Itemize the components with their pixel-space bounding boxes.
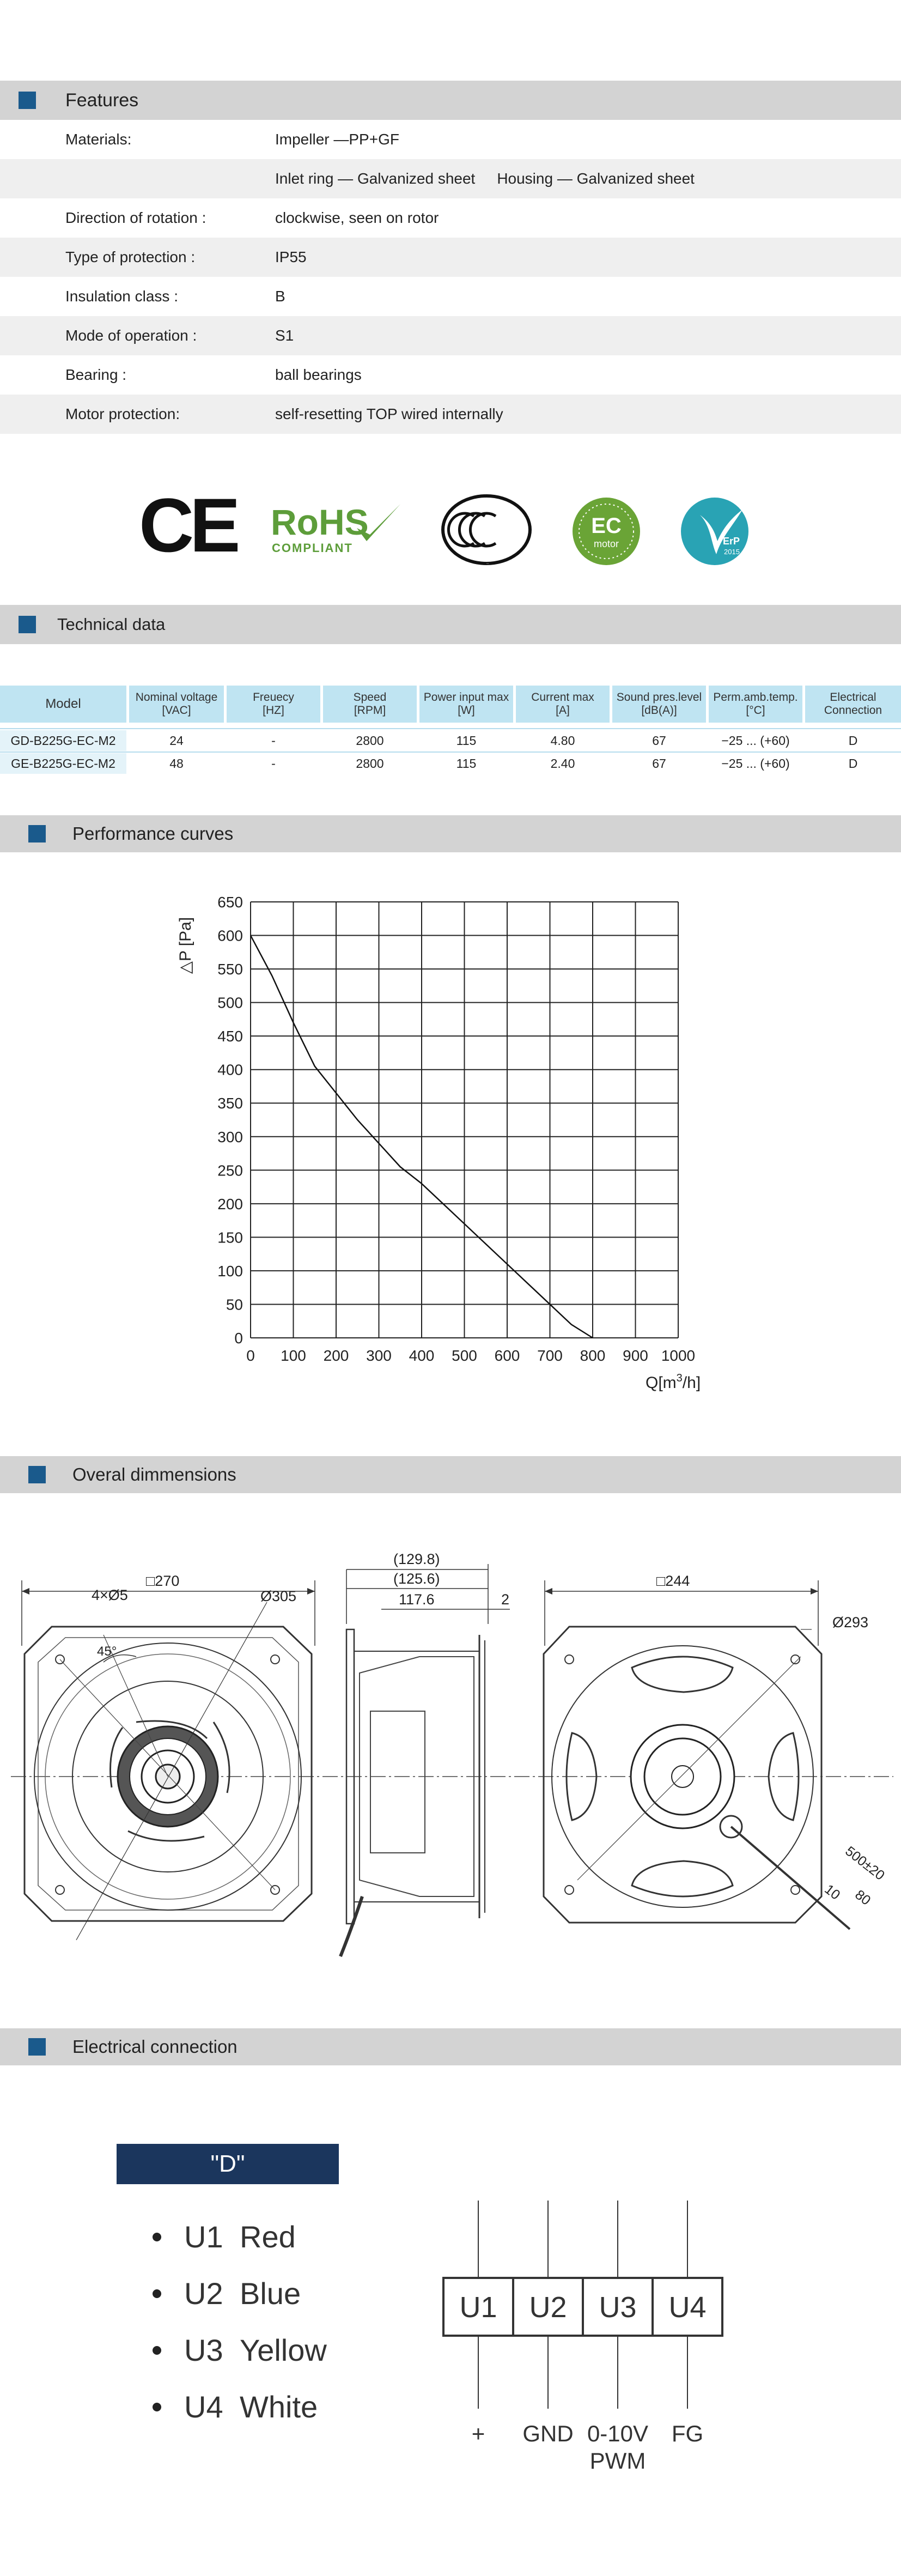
feature-row (0, 355, 901, 395)
y-tick-label: 300 (217, 1128, 243, 1145)
col-header: Speed [RPM] (323, 686, 417, 723)
feature-label: Motor protection: (65, 405, 180, 422)
feature-label: Bearing : (65, 366, 127, 383)
section-marker (28, 2038, 46, 2056)
pin-pwm: PWM (589, 2448, 646, 2474)
feature-row (0, 198, 901, 238)
table-cell: −25 ... (+60) (721, 756, 790, 771)
table-cell: 2800 (356, 756, 384, 771)
y-tick-label: 600 (217, 927, 243, 944)
col-header: Sound pres.level [dB(A)] (612, 686, 706, 723)
table-cell: 115 (456, 734, 477, 748)
erp-logo (678, 493, 752, 567)
performance-title: Performance curves (72, 823, 234, 844)
x-tick-label: 800 (580, 1347, 606, 1364)
feature-value: IP55 (275, 248, 307, 265)
len-80: 80 (852, 1887, 874, 1908)
wire-id: U1 (184, 2220, 223, 2254)
terminal-u3: U3 (599, 2291, 637, 2324)
wire-color: Red (240, 2220, 296, 2254)
wire-color: Yellow (240, 2333, 327, 2367)
feature-row (0, 120, 901, 159)
y-axis-label: △P [Pa] (176, 917, 194, 974)
dia-305: Ø305 (260, 1588, 297, 1604)
ec-motor-logo (571, 496, 642, 567)
section-marker (28, 1466, 46, 1483)
y-tick-label: 50 (226, 1296, 243, 1313)
feature-label: Type of protection : (65, 248, 196, 265)
wire-item (153, 2219, 296, 2254)
holes-4x5: 4×Ø5 (92, 1587, 128, 1603)
performance-chart (163, 883, 735, 1401)
wire-item (153, 2389, 318, 2425)
feature-value: ball bearings (275, 366, 362, 383)
electrical-title: Electrical connection (72, 2036, 238, 2057)
row-divider (0, 728, 901, 729)
housing-value: Housing — Galvanized sheet (497, 170, 695, 187)
feature-value: self-resetting TOP wired internally (275, 405, 503, 422)
col-header: Power input max [W] (419, 686, 513, 723)
x-tick-label: 600 (494, 1347, 520, 1364)
table-cell: 48 (169, 756, 184, 771)
table-cell: 24 (169, 734, 184, 748)
wire-color: White (240, 2390, 318, 2424)
pin-gnd: GND (522, 2421, 574, 2446)
table-cell: 2800 (356, 734, 384, 748)
y-tick-label: 350 (217, 1095, 243, 1112)
chart-grid (251, 902, 678, 1338)
table-cell: 115 (456, 756, 477, 771)
x-axis-label: $Q[m^3/h]$ (646, 1372, 701, 1392)
feature-value: S1 (275, 327, 294, 344)
feature-label: Direction of rotation : (65, 209, 206, 226)
col-header: Model (0, 686, 126, 723)
back-view (544, 1573, 887, 1929)
dia-293: Ø293 (832, 1614, 869, 1631)
wire-id: U2 (184, 2276, 223, 2311)
feature-label: Materials: (65, 131, 132, 148)
technical-header (0, 605, 901, 644)
x-tick-label: 100 (281, 1347, 306, 1364)
inlet-ring-value: Inlet ring — Galvanized sheet (275, 170, 476, 187)
x-tick-label: 900 (623, 1347, 648, 1364)
dimensions-title: Overal dimmensions (72, 1464, 236, 1484)
col-header: Electrical Connection (805, 686, 901, 723)
section-marker (19, 616, 36, 633)
wire-item (153, 2276, 301, 2311)
table-cell: D (848, 734, 858, 748)
feature-label: Insulation class : (65, 288, 178, 305)
chart-ticks (217, 894, 695, 1364)
table-cell: −25 ... (+60) (721, 734, 790, 748)
terminal-u1: U1 (459, 2291, 497, 2324)
col-header: Nominal voltage [VAC] (129, 686, 224, 723)
dim-244: □244 (656, 1573, 690, 1589)
table-cell: GE-B225G-EC-M2 (0, 753, 126, 774)
wire-color: Blue (240, 2276, 301, 2311)
feature-label: Mode of operation : (65, 327, 197, 344)
table-cell: 67 (652, 734, 666, 748)
dim-129-8: (129.8) (393, 1551, 440, 1567)
terminal-u2: U2 (529, 2291, 567, 2324)
x-tick-label: 0 (246, 1347, 255, 1364)
dim-270: □270 (146, 1573, 180, 1589)
ce-mark-text: CE (139, 482, 236, 568)
features-header (0, 81, 901, 120)
dimensions-header (0, 1456, 901, 1493)
section-marker (19, 92, 36, 109)
feature-row (0, 316, 901, 355)
bullet-icon (153, 2346, 161, 2355)
len-500: 500±20 (842, 1843, 888, 1883)
rohs-compliant-text: COMPLIANT (272, 541, 353, 555)
feature-row (0, 238, 901, 277)
table-cell: 67 (652, 756, 666, 771)
feature-value: clockwise, seen on rotor (275, 209, 439, 226)
angle-45: 45° (97, 1644, 117, 1659)
dimension-drawing (0, 1548, 901, 1973)
len-10: 10 (821, 1881, 843, 1903)
pin-0-10v: 0-10V (587, 2421, 649, 2446)
feature-value: B (275, 288, 285, 305)
feature-row (0, 395, 901, 434)
table-header (0, 686, 901, 723)
terminal-diagram (430, 2196, 735, 2490)
feature-row (0, 159, 901, 198)
dim-2: 2 (501, 1591, 510, 1608)
col-header: Current max [A] (516, 686, 610, 723)
front-view (22, 1573, 315, 1940)
x-tick-label: 700 (537, 1347, 563, 1364)
y-tick-label: 0 (234, 1330, 243, 1347)
y-tick-label: 550 (217, 961, 243, 978)
x-tick-label: 1000 (661, 1347, 696, 1364)
col-header: Perm.amb.temp. [°C] (709, 686, 802, 723)
col-header: Freuecy [HZ] (227, 686, 320, 723)
bullet-icon (153, 2289, 161, 2298)
dim-125-6: (125.6) (393, 1571, 440, 1587)
y-tick-label: 650 (217, 894, 243, 911)
pin-fg: FG (671, 2421, 704, 2446)
x-tick-label: 200 (323, 1347, 349, 1364)
x-tick-label: 400 (409, 1347, 435, 1364)
dim-117-6: 117.6 (399, 1591, 435, 1608)
rohs-logo (270, 499, 411, 559)
feature-value: Impeller —PP+GF (275, 131, 399, 148)
ec-motor-text: motor (593, 538, 619, 549)
technical-title: Technical data (57, 615, 166, 634)
feature-row (0, 277, 901, 316)
y-tick-label: 500 (217, 994, 243, 1011)
y-tick-label: 250 (217, 1162, 243, 1179)
rohs-text: RoHS (271, 502, 369, 542)
table-cell: - (271, 734, 276, 748)
ccc-logo (440, 493, 533, 567)
ccc-text: CCC (486, 563, 489, 565)
bullet-icon (153, 2403, 161, 2411)
electrical-header (0, 2028, 901, 2065)
table-cell: 4.80 (550, 734, 575, 748)
bullet-icon (153, 2233, 161, 2241)
table-cell: D (848, 756, 858, 771)
ce-mark-logo (139, 482, 236, 568)
wire-id: U4 (184, 2390, 223, 2424)
performance-header (0, 815, 901, 852)
x-tick-label: 500 (452, 1347, 477, 1364)
y-tick-label: 450 (217, 1028, 243, 1045)
table-cell: - (271, 756, 276, 771)
wire-id: U3 (184, 2333, 223, 2367)
side-view (340, 1551, 510, 1956)
wire-item (153, 2332, 327, 2368)
y-tick-label: 400 (217, 1061, 243, 1078)
erp-year: 2015 (724, 548, 740, 556)
pin-plus: + (471, 2421, 485, 2446)
y-tick-label: 150 (217, 1229, 243, 1246)
features-title: Features (65, 90, 139, 111)
table-cell: 2.40 (550, 756, 575, 771)
row-divider (0, 751, 901, 753)
table-cell: GD-B225G-EC-M2 (0, 730, 126, 751)
x-tick-label: 300 (366, 1347, 392, 1364)
feature-value (275, 159, 695, 198)
erp-text: ErP (723, 536, 740, 547)
terminal-u4: U4 (668, 2291, 707, 2324)
y-tick-label: 100 (217, 1262, 243, 1280)
section-marker (28, 825, 46, 842)
connection-type-box: "D" (117, 2144, 339, 2184)
y-tick-label: 200 (217, 1195, 243, 1213)
ec-text: EC (591, 514, 622, 538)
